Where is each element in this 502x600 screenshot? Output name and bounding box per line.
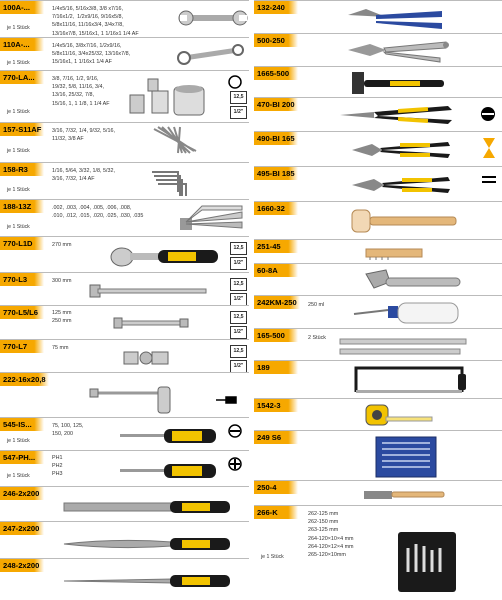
item-code: 132-240 bbox=[254, 1, 298, 14]
item-code: 188-13Z bbox=[0, 200, 44, 213]
sockets-icon bbox=[124, 77, 218, 117]
item-770-l7[interactable] bbox=[0, 339, 249, 372]
drive-inch-box: 1/2" bbox=[230, 106, 247, 119]
drive-size-box: 12,5 bbox=[230, 278, 247, 291]
oil-can-icon bbox=[352, 300, 462, 326]
item-code: 1665-500 bbox=[254, 67, 298, 80]
item-code: 189 bbox=[254, 361, 298, 374]
item-specs: 3/8, 7/16, 1/2, 9/16, 19/32, 5/8, 11/16, 3/4, 13/16, 25/32, 7/8, 15/16, 1, 1 1/8, 1 1/4 AF bbox=[52, 76, 110, 107]
parallel-grip-symbol-icon bbox=[482, 175, 496, 185]
item-490-bi-165[interactable] bbox=[254, 131, 502, 166]
item-code: 495-BI 185 bbox=[254, 167, 298, 180]
item-code: 242KM-250 bbox=[254, 296, 300, 309]
item-545-is[interactable] bbox=[0, 417, 249, 450]
drive-inch-box: 1/2" bbox=[230, 360, 247, 373]
item-specs: 1/4x5/16, 3/8x7/16, 1/2x9/16, 5/8x11/16, 3/4x25/32, 13/16x7/8, 15/16x1, 1 1/16x1 1/4 AF bbox=[52, 43, 131, 66]
item-770-la[interactable] bbox=[0, 70, 249, 122]
item-code: 470-BI 200 bbox=[254, 98, 298, 111]
item-165-500[interactable] bbox=[254, 328, 502, 360]
item-132-240[interactable] bbox=[254, 0, 502, 33]
item-code: 770-L5/L6 bbox=[0, 306, 44, 319]
drive-size-box: 12,5 bbox=[230, 311, 247, 324]
item-specs: PH1 PH2 PH3 bbox=[52, 455, 63, 478]
item-266-k[interactable] bbox=[254, 505, 502, 600]
item-code: 545-IS... bbox=[0, 418, 44, 431]
item-specs: 75, 100, 125, 150, 200 bbox=[52, 423, 84, 438]
diagonal-cutter-icon bbox=[350, 138, 454, 162]
item-qty: je 1 Stück bbox=[7, 109, 30, 115]
item-222[interactable] bbox=[0, 372, 249, 417]
steel-brush-icon bbox=[362, 487, 448, 501]
item-specs: 300 mm bbox=[52, 278, 72, 284]
drive-size-box: 12,5 bbox=[230, 242, 247, 255]
universal-joint-icon bbox=[122, 348, 172, 368]
water-pump-pliers-icon bbox=[346, 5, 446, 31]
item-247[interactable] bbox=[0, 521, 249, 558]
item-189[interactable] bbox=[254, 360, 502, 398]
item-code: 770-LA... bbox=[0, 71, 44, 84]
sliding-t-bar-icon bbox=[88, 283, 208, 299]
item-110a[interactable] bbox=[0, 37, 249, 70]
item-code: 490-BI 165 bbox=[254, 132, 298, 145]
drive-inch-box: 1/2" bbox=[230, 293, 247, 306]
item-251-45[interactable] bbox=[254, 239, 502, 263]
extension-bars-icon bbox=[112, 314, 192, 334]
item-188-13z[interactable] bbox=[0, 199, 249, 236]
item-1665-500[interactable] bbox=[254, 66, 502, 97]
round-file-icon bbox=[62, 573, 232, 589]
item-248[interactable] bbox=[0, 558, 249, 600]
item-specs: 75 mm bbox=[52, 345, 69, 351]
item-qty: je 1 Stück bbox=[7, 187, 30, 193]
ratchet-icon bbox=[110, 245, 220, 269]
item-specs: 262-125 mm 262-150 mm 263-125 mm 264-120×10×4 mm 264-120×12×4 mm 265-120×10mm bbox=[308, 511, 354, 559]
mallet-icon bbox=[350, 206, 460, 236]
item-code: 250-4 bbox=[254, 481, 298, 494]
item-250-4[interactable] bbox=[254, 480, 502, 505]
item-code: 246-2x200 bbox=[0, 487, 44, 500]
item-specs: 2 Stück bbox=[308, 335, 326, 341]
cutting-symbol-icon bbox=[482, 136, 496, 160]
item-770-l1d[interactable] bbox=[0, 236, 249, 272]
half-round-file-icon bbox=[62, 536, 232, 552]
item-500-250[interactable] bbox=[254, 33, 502, 66]
item-specs: 270 mm bbox=[52, 242, 72, 248]
item-157-s11af[interactable] bbox=[0, 122, 249, 162]
hex-socket-symbol-icon bbox=[228, 75, 242, 89]
item-60-8a[interactable] bbox=[254, 263, 502, 295]
item-code: 247-2x200 bbox=[0, 522, 44, 535]
tape-measure-icon bbox=[364, 403, 434, 427]
drive-size-box: 12,5 bbox=[230, 91, 247, 104]
item-qty: je 1 Stück bbox=[7, 25, 30, 31]
item-code: 770-L3 bbox=[0, 273, 44, 286]
item-code: 110A-... bbox=[0, 38, 44, 51]
hammer-icon bbox=[350, 70, 450, 96]
item-specs: 125 mm 250 mm bbox=[52, 310, 72, 325]
punch-set-box-icon bbox=[374, 435, 438, 479]
item-qty: je 1 Stück bbox=[7, 60, 30, 66]
item-code: 158-R3 bbox=[0, 163, 44, 176]
combination-pliers-icon bbox=[350, 173, 454, 197]
item-code: 60-8A bbox=[254, 264, 298, 277]
chisels-icon bbox=[338, 337, 468, 357]
item-1542-3[interactable] bbox=[254, 398, 502, 430]
item-100a[interactable] bbox=[0, 0, 249, 37]
item-specs: .002, .003, .004, .005, .006, .008, .010, .012, .015, .020, .025, .030, .035 bbox=[52, 205, 144, 220]
phillips-symbol-icon bbox=[228, 457, 242, 471]
item-code: 248-2x200 bbox=[0, 559, 44, 572]
slotted-symbol-icon bbox=[228, 424, 242, 438]
item-code: 251-45 bbox=[254, 240, 298, 253]
locking-pliers-icon bbox=[346, 38, 450, 64]
item-qty: je 1 Stück bbox=[7, 224, 30, 230]
drive-inch-box: 1/2" bbox=[230, 257, 247, 270]
hacksaw-icon bbox=[350, 364, 468, 396]
item-code: 770-L1D bbox=[0, 237, 44, 250]
item-249-s6[interactable] bbox=[254, 430, 502, 480]
wire-brush-icon bbox=[364, 247, 424, 261]
item-specs: 1/16, 5/64, 3/32, 1/8, 5/32, 3/16, 7/32, 1/4 AF bbox=[52, 168, 115, 183]
chisel-set-box-icon bbox=[394, 526, 460, 596]
drive-inch-box: 1/2" bbox=[230, 326, 247, 339]
right-column bbox=[254, 0, 502, 600]
spark-plug-symbol-icon bbox=[214, 395, 240, 405]
spark-plug-wrench-icon bbox=[88, 385, 174, 415]
ignition-wrench-set-icon bbox=[150, 125, 200, 155]
item-158-r3[interactable] bbox=[0, 162, 249, 199]
ring-wrench-icon bbox=[178, 44, 244, 66]
item-246[interactable] bbox=[0, 486, 249, 521]
item-specs: 250 ml bbox=[308, 302, 325, 308]
item-code: 266-K bbox=[254, 506, 298, 519]
item-547-ph[interactable] bbox=[0, 450, 249, 486]
item-code: 249 S6 bbox=[254, 431, 298, 444]
feeler-gauge-icon bbox=[178, 204, 244, 232]
item-770-l5-l6[interactable] bbox=[0, 305, 249, 339]
item-242km-250[interactable] bbox=[254, 295, 502, 328]
item-770-l3[interactable] bbox=[0, 272, 249, 305]
item-code: 1660-32 bbox=[254, 202, 298, 215]
item-code: 770-L7 bbox=[0, 340, 44, 353]
item-495-bi-185[interactable] bbox=[254, 166, 502, 201]
column-divider bbox=[250, 0, 253, 600]
item-code: 157-S11AF bbox=[0, 123, 44, 136]
item-1660-32[interactable] bbox=[254, 201, 502, 239]
item-code: 165-500 bbox=[254, 329, 298, 342]
item-code: 500-250 bbox=[254, 34, 298, 47]
phillips-screwdriver-icon bbox=[118, 461, 218, 481]
snipe-nose-pliers-icon bbox=[338, 104, 454, 126]
drive-size-box: 12,5 bbox=[230, 345, 247, 358]
left-column bbox=[0, 0, 249, 600]
item-specs: 3/16, 7/32, 1/4, 9/32, 5/16, 11/32, 3/8 AF bbox=[52, 128, 115, 143]
item-code: 1542-3 bbox=[254, 399, 298, 412]
hex-key-set-icon bbox=[148, 166, 198, 198]
open-end-wrench-icon bbox=[180, 7, 246, 29]
item-qty: je 1 Stück bbox=[7, 438, 30, 444]
adjustable-wrench-icon bbox=[364, 268, 464, 294]
item-qty: je 1 Stück bbox=[7, 473, 30, 479]
item-470-bi-200[interactable] bbox=[254, 97, 502, 131]
slotted-screwdriver-icon bbox=[118, 426, 218, 446]
item-qty: je 1 Stück bbox=[261, 554, 284, 560]
item-code: 222-16x20,8 bbox=[0, 373, 49, 386]
item-code: 547-PH... bbox=[0, 451, 44, 464]
item-code: 100A-... bbox=[0, 1, 44, 14]
item-specs: 1/4x5/16, 5/16x3/8, 3/8 x7/16, 7/16x1/2, 1/2x9/16, 9/16x5/8, 5/8x11/16, 11/16x3/4, 3/4x7/8, 13/16x7/8, 15/16x1, 1 1/16x1 1/4 AF bbox=[52, 6, 139, 37]
gripping-symbol-icon bbox=[480, 106, 496, 122]
item-qty: je 1 Stück bbox=[7, 148, 30, 154]
flat-file-icon bbox=[62, 499, 232, 515]
